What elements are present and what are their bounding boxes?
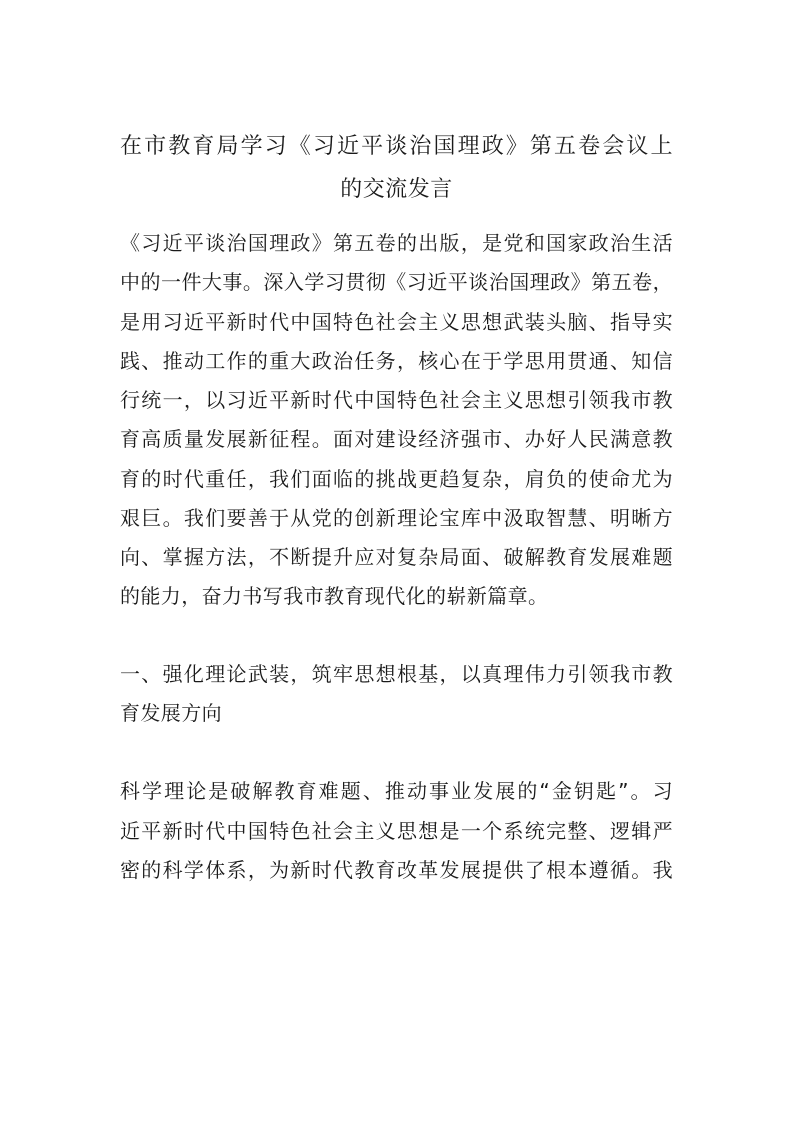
title-line: 在市教育局学习《习近平谈治国理政》第五卷会议上 [120,134,673,159]
text-line: 践、推动工作的重大政治任务，核心在于学思用贯通、知信 [120,349,673,373]
text-line: 密的科学体系，为新时代教育改革发展提供了根本遵循。我 [120,858,673,882]
text-line: 中的一件大事。深入学习贯彻《习近平谈治国理政》第五卷， [120,270,673,294]
text-line: 科学理论是破解教育难题、推动事业发展的“金钥匙”。习 [120,779,673,803]
text-line: 的能力，奋力书写我市教育现代化的崭新篇章。 [120,584,549,608]
text-line: 向、掌握方法，不断提升应对复杂局面、破解教育发展难题 [120,545,673,569]
text-line: 《习近平谈治国理政》第五卷的出版，是党和国家政治生活 [120,231,673,255]
heading-line: 一、强化理论武装，筑牢思想根基，以真理伟力引领我市教 [120,662,673,686]
text-line: 近平新时代中国特色社会主义思想是一个系统完整、逻辑严 [120,819,673,843]
text-line: 育高质量发展新征程。面对建设经济强市、办好人民满意教 [120,427,673,451]
text-line: 行统一，以习近平新时代中国特色社会主义思想引领我市教 [120,388,673,412]
text-line: 是用习近平新时代中国特色社会主义思想武装头脑、指导实 [120,310,673,334]
heading-line: 育发展方向 [120,701,222,725]
text-line: 艰巨。我们要善于从党的创新理论宝库中汲取智慧、明晰方 [120,506,673,530]
text-line: 育的时代重任，我们面临的挑战更趋复杂，肩负的使命尤为 [120,467,673,491]
title-line: 的交流发言 [340,177,453,202]
